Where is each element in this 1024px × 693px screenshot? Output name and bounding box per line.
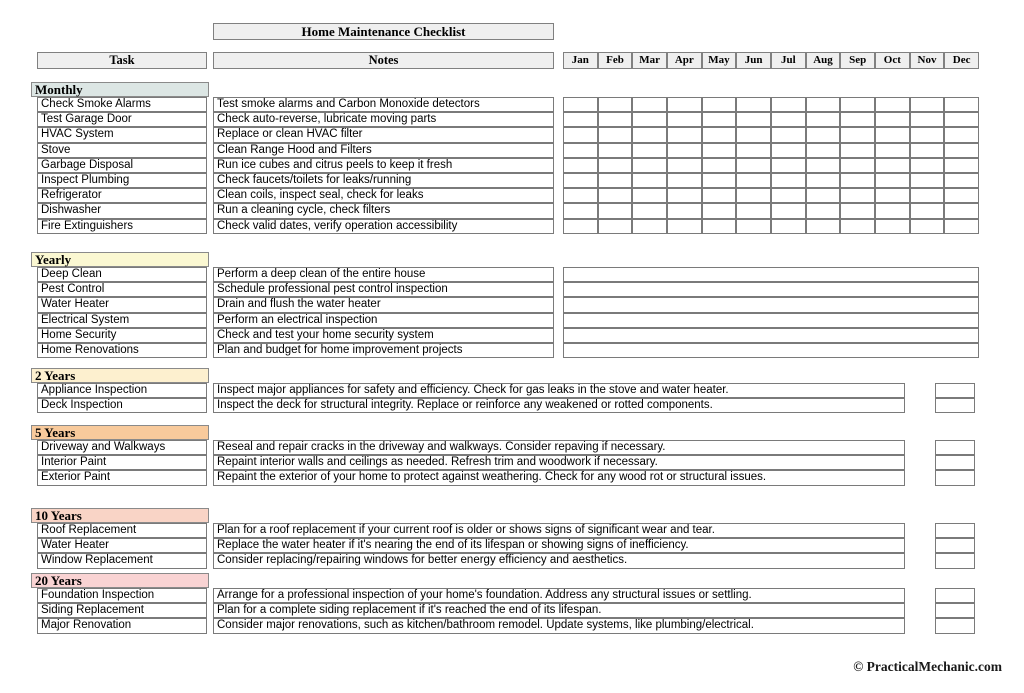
checkbox-cell-dec[interactable] xyxy=(944,173,979,188)
checkbox-cell-jul[interactable] xyxy=(771,203,806,218)
document-title-bar xyxy=(213,23,554,40)
checkbox-cell-may[interactable] xyxy=(702,188,737,203)
task-cell: Home Renovations xyxy=(37,343,207,358)
task-cell: Garbage Disposal xyxy=(37,158,207,173)
checkbox-cell-oct[interactable] xyxy=(875,97,910,112)
checkbox-cell-jun[interactable] xyxy=(736,127,771,142)
column-header-month-dec: Dec xyxy=(944,52,979,69)
checkbox-cell-feb[interactable] xyxy=(598,173,633,188)
checkbox-cell-may[interactable] xyxy=(702,219,737,234)
task-cell: Check Smoke Alarms xyxy=(37,97,207,112)
checkbox-cell-yearly[interactable] xyxy=(563,282,979,297)
checkbox-cell-apr[interactable] xyxy=(667,112,702,127)
task-cell: Driveway and Walkways xyxy=(37,440,207,455)
checkbox-cell-jul[interactable] xyxy=(771,188,806,203)
note-cell: Clean Range Hood and Filters xyxy=(213,143,554,158)
checkbox-cell-oct[interactable] xyxy=(875,127,910,142)
checkbox-cell-mar[interactable] xyxy=(632,158,667,173)
checkbox-cell-jan[interactable] xyxy=(563,127,598,142)
note-cell: Check and test your home security system xyxy=(213,328,554,343)
checkbox-cell-dec[interactable] xyxy=(944,219,979,234)
checkbox-cell-jan[interactable] xyxy=(563,143,598,158)
column-header-month-apr: Apr xyxy=(667,52,702,69)
checkbox-cell-jan[interactable] xyxy=(563,97,598,112)
checkbox-cell-aug[interactable] xyxy=(806,158,841,173)
checkbox-cell-oct[interactable] xyxy=(875,112,910,127)
checkbox-cell-oct[interactable] xyxy=(875,188,910,203)
note-cell: Run a cleaning cycle, check filters xyxy=(213,203,554,218)
checkbox-cell-jul[interactable] xyxy=(771,173,806,188)
checkbox-cell-may[interactable] xyxy=(702,203,737,218)
checkbox-cell-may[interactable] xyxy=(702,112,737,127)
task-cell: Interior Paint xyxy=(37,455,207,470)
note-cell: Test smoke alarms and Carbon Monoxide detectors xyxy=(213,97,554,112)
task-cell: Water Heater xyxy=(37,297,207,312)
section-header-5-years: 5 Years xyxy=(31,425,209,440)
checkbox-cell-jul[interactable] xyxy=(771,219,806,234)
checkbox-cell-apr[interactable] xyxy=(667,158,702,173)
checkbox-cell-sep[interactable] xyxy=(840,219,875,234)
note-cell: Schedule professional pest control inspection xyxy=(213,282,554,297)
checkbox-cell-oct[interactable] xyxy=(875,203,910,218)
checkbox-cell-sep[interactable] xyxy=(840,188,875,203)
checkbox-cell-nov[interactable] xyxy=(910,173,945,188)
checkbox-cell-nov[interactable] xyxy=(910,143,945,158)
note-cell: Plan and budget for home improvement projects xyxy=(213,343,554,358)
column-header-month-jul: Jul xyxy=(771,52,806,69)
checkbox-cell[interactable] xyxy=(935,398,975,413)
checkbox-cell-jul[interactable] xyxy=(771,127,806,142)
note-cell: Check auto-reverse, lubricate moving parts xyxy=(213,112,554,127)
checkbox-cell-dec[interactable] xyxy=(944,127,979,142)
column-header-month-mar: Mar xyxy=(632,52,667,69)
note-cell: Consider major renovations, such as kitchen/bathroom remodel. Update systems, like plumbing/electrical. xyxy=(213,618,905,633)
checkbox-cell-sep[interactable] xyxy=(840,97,875,112)
checkbox-cell-may[interactable] xyxy=(702,173,737,188)
checkbox-cell-apr[interactable] xyxy=(667,173,702,188)
checkbox-cell-nov[interactable] xyxy=(910,158,945,173)
checkbox-cell-jan[interactable] xyxy=(563,219,598,234)
checkbox-cell[interactable] xyxy=(935,538,975,553)
checkbox-cell[interactable] xyxy=(935,383,975,398)
checkbox-cell-feb[interactable] xyxy=(598,127,633,142)
checkbox-cell-apr[interactable] xyxy=(667,219,702,234)
checkbox-cell-jun[interactable] xyxy=(736,112,771,127)
column-header-month-nov: Nov xyxy=(910,52,945,69)
checkbox-cell-apr[interactable] xyxy=(667,188,702,203)
checkbox-cell-jan[interactable] xyxy=(563,188,598,203)
task-cell: Foundation Inspection xyxy=(37,588,207,603)
checkbox-cell[interactable] xyxy=(935,440,975,455)
checkbox-cell-sep[interactable] xyxy=(840,203,875,218)
checkbox-cell-jan[interactable] xyxy=(563,173,598,188)
checkbox-cell-mar[interactable] xyxy=(632,173,667,188)
checkbox-cell[interactable] xyxy=(935,588,975,603)
checkbox-cell-may[interactable] xyxy=(702,97,737,112)
checkbox-cell-mar[interactable] xyxy=(632,127,667,142)
task-cell: Appliance Inspection xyxy=(37,383,207,398)
column-header-month-jun: Jun xyxy=(736,52,771,69)
checkbox-cell-sep[interactable] xyxy=(840,112,875,127)
checkbox-cell-jun[interactable] xyxy=(736,203,771,218)
checkbox-cell-mar[interactable] xyxy=(632,97,667,112)
checkbox-cell-apr[interactable] xyxy=(667,143,702,158)
note-cell: Inspect major appliances for safety and efficiency. Check for gas leaks in the stove and water heater. xyxy=(213,383,905,398)
column-header-month-feb: Feb xyxy=(598,52,633,69)
checkbox-cell[interactable] xyxy=(935,603,975,618)
checkbox-cell-jan[interactable] xyxy=(563,203,598,218)
task-cell: Refrigerator xyxy=(37,188,207,203)
checkbox-cell-feb[interactable] xyxy=(598,143,633,158)
section-header-monthly: Monthly xyxy=(31,82,209,97)
section-header-yearly: Yearly xyxy=(31,252,209,267)
checkbox-cell-jan[interactable] xyxy=(563,112,598,127)
checkbox-cell-may[interactable] xyxy=(702,127,737,142)
task-cell: Inspect Plumbing xyxy=(37,173,207,188)
note-cell: Perform a deep clean of the entire house xyxy=(213,267,554,282)
task-cell: Water Heater xyxy=(37,538,207,553)
checkbox-cell-aug[interactable] xyxy=(806,112,841,127)
checkbox-cell-jun[interactable] xyxy=(736,188,771,203)
checkbox-cell-aug[interactable] xyxy=(806,219,841,234)
checkbox-cell-aug[interactable] xyxy=(806,127,841,142)
checkbox-cell[interactable] xyxy=(935,553,975,568)
column-header-month-aug: Aug xyxy=(806,52,841,69)
checkbox-cell-aug[interactable] xyxy=(806,188,841,203)
checkbox-cell[interactable] xyxy=(935,470,975,485)
checkbox-cell-sep[interactable] xyxy=(840,158,875,173)
task-cell: Major Renovation xyxy=(37,618,207,633)
checkbox-cell-jan[interactable] xyxy=(563,158,598,173)
checkbox-cell-nov[interactable] xyxy=(910,112,945,127)
checkbox-cell-jun[interactable] xyxy=(736,219,771,234)
checkbox-cell-apr[interactable] xyxy=(667,97,702,112)
checkbox-cell-nov[interactable] xyxy=(910,97,945,112)
checkbox-cell-jul[interactable] xyxy=(771,158,806,173)
column-header-month-jan: Jan xyxy=(563,52,598,69)
checkbox-cell-jun[interactable] xyxy=(736,143,771,158)
checkbox-cell-feb[interactable] xyxy=(598,97,633,112)
copyright-attribution: © PracticalMechanic.com xyxy=(853,659,1002,674)
checkbox-cell-jul[interactable] xyxy=(771,112,806,127)
checkbox-cell-apr[interactable] xyxy=(667,127,702,142)
checkbox-cell-may[interactable] xyxy=(702,143,737,158)
section-header-20-years: 20 Years xyxy=(31,573,209,588)
note-cell: Reseal and repair cracks in the driveway and walkways. Consider repaving if necessary. xyxy=(213,440,905,455)
checkbox-cell-mar[interactable] xyxy=(632,203,667,218)
checkbox-cell-apr[interactable] xyxy=(667,203,702,218)
checkbox-cell-aug[interactable] xyxy=(806,173,841,188)
note-cell: Run ice cubes and citrus peels to keep it fresh xyxy=(213,158,554,173)
checkbox-cell-yearly[interactable] xyxy=(563,343,979,358)
checkbox-cell-dec[interactable] xyxy=(944,143,979,158)
note-cell: Replace or clean HVAC filter xyxy=(213,127,554,142)
note-cell: Check faucets/toilets for leaks/running xyxy=(213,173,554,188)
task-cell: Test Garage Door xyxy=(37,112,207,127)
checkbox-cell-jun[interactable] xyxy=(736,158,771,173)
column-header-notes: Notes xyxy=(213,52,554,69)
checkbox-cell-mar[interactable] xyxy=(632,112,667,127)
note-cell: Check valid dates, verify operation accessibility xyxy=(213,219,554,234)
checkbox-cell-jul[interactable] xyxy=(771,143,806,158)
checkbox-cell-dec[interactable] xyxy=(944,97,979,112)
checkbox-cell-mar[interactable] xyxy=(632,219,667,234)
task-cell: Home Security xyxy=(37,328,207,343)
task-cell: HVAC System xyxy=(37,127,207,142)
column-header-month-sep: Sep xyxy=(840,52,875,69)
task-cell: Window Replacement xyxy=(37,553,207,568)
column-header-task: Task xyxy=(37,52,207,69)
task-cell: Deep Clean xyxy=(37,267,207,282)
note-cell: Arrange for a professional inspection of your home's foundation. Address any structural issues or settling. xyxy=(213,588,905,603)
note-cell: Drain and flush the water heater xyxy=(213,297,554,312)
checkbox-cell-feb[interactable] xyxy=(598,219,633,234)
checkbox-cell-nov[interactable] xyxy=(910,188,945,203)
checkbox-cell-aug[interactable] xyxy=(806,143,841,158)
task-cell: Pest Control xyxy=(37,282,207,297)
checkbox-cell-oct[interactable] xyxy=(875,173,910,188)
task-cell: Dishwasher xyxy=(37,203,207,218)
checkbox-cell-sep[interactable] xyxy=(840,173,875,188)
task-cell: Siding Replacement xyxy=(37,603,207,618)
checkbox-cell-mar[interactable] xyxy=(632,143,667,158)
column-header-month-may: May xyxy=(702,52,737,69)
checkbox-cell-dec[interactable] xyxy=(944,112,979,127)
checkbox-cell-sep[interactable] xyxy=(840,143,875,158)
task-cell: Roof Replacement xyxy=(37,523,207,538)
checkbox-cell-yearly[interactable] xyxy=(563,328,979,343)
checkbox-cell-yearly[interactable] xyxy=(563,297,979,312)
checkbox-cell-aug[interactable] xyxy=(806,97,841,112)
checkbox-cell-oct[interactable] xyxy=(875,158,910,173)
checkbox-cell-feb[interactable] xyxy=(598,158,633,173)
page-title: Home Maintenance Checklist xyxy=(213,23,554,40)
note-cell: Replace the water heater if it's nearing the end of its lifespan or showing signs of inefficiency. xyxy=(213,538,905,553)
checkbox-cell-yearly[interactable] xyxy=(563,313,979,328)
checkbox-cell-dec[interactable] xyxy=(944,203,979,218)
section-header-10-years: 10 Years xyxy=(31,508,209,523)
checkbox-cell-nov[interactable] xyxy=(910,203,945,218)
task-cell: Fire Extinguishers xyxy=(37,219,207,234)
checkbox-cell-yearly[interactable] xyxy=(563,267,979,282)
checkbox-cell-mar[interactable] xyxy=(632,188,667,203)
checkbox-cell-aug[interactable] xyxy=(806,203,841,218)
checkbox-cell-oct[interactable] xyxy=(875,219,910,234)
checkbox-cell-jun[interactable] xyxy=(736,97,771,112)
note-cell: Repaint the exterior of your home to protect against weathering. Check for any wood rot or structural issues. xyxy=(213,470,905,485)
checkbox-cell-sep[interactable] xyxy=(840,127,875,142)
checkbox-cell-feb[interactable] xyxy=(598,203,633,218)
checkbox-cell-feb[interactable] xyxy=(598,112,633,127)
checkbox-cell-dec[interactable] xyxy=(944,158,979,173)
checkbox-cell-dec[interactable] xyxy=(944,188,979,203)
checkbox-cell-jul[interactable] xyxy=(771,97,806,112)
note-cell: Plan for a roof replacement if your current roof is older or shows signs of significant wear and tear. xyxy=(213,523,905,538)
note-cell: Repaint interior walls and ceilings as needed. Refresh trim and woodwork if necessary. xyxy=(213,455,905,470)
checkbox-cell[interactable] xyxy=(935,523,975,538)
section-header-2-years: 2 Years xyxy=(31,368,209,383)
checkbox-cell-feb[interactable] xyxy=(598,188,633,203)
checkbox-cell-may[interactable] xyxy=(702,158,737,173)
note-cell: Consider replacing/repairing windows for better energy efficiency and aesthetics. xyxy=(213,553,905,568)
task-cell: Exterior Paint xyxy=(37,470,207,485)
note-cell: Perform an electrical inspection xyxy=(213,313,554,328)
checkbox-cell-oct[interactable] xyxy=(875,143,910,158)
checkbox-cell[interactable] xyxy=(935,618,975,633)
checkbox-cell-nov[interactable] xyxy=(910,127,945,142)
checkbox-cell-nov[interactable] xyxy=(910,219,945,234)
column-header-month-oct: Oct xyxy=(875,52,910,69)
checkbox-cell-jun[interactable] xyxy=(736,173,771,188)
task-cell: Deck Inspection xyxy=(37,398,207,413)
task-cell: Stove xyxy=(37,143,207,158)
note-cell: Clean coils, inspect seal, check for leaks xyxy=(213,188,554,203)
task-cell: Electrical System xyxy=(37,313,207,328)
note-cell: Plan for a complete siding replacement if it's reached the end of its lifespan. xyxy=(213,603,905,618)
checkbox-cell[interactable] xyxy=(935,455,975,470)
note-cell: Inspect the deck for structural integrity. Replace or reinforce any weakened or rotted components. xyxy=(213,398,905,413)
